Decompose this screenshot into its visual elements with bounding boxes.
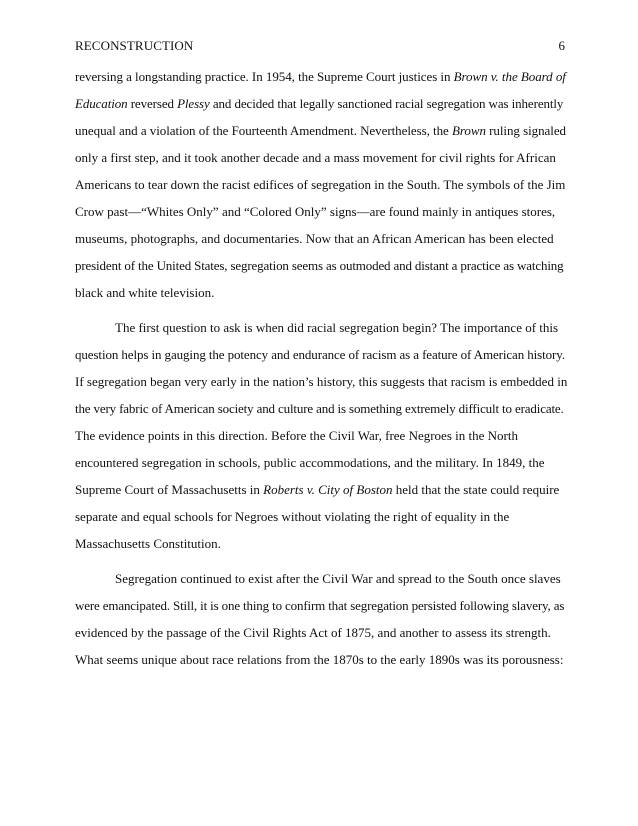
paragraph-gap bbox=[75, 557, 567, 565]
text-run: and decided that legally sanctioned racial segregation was inherently bbox=[209, 96, 564, 111]
text-run: evidenced by the passage of the Civil Rights Act of 1875, and another to assess its strength. bbox=[75, 625, 551, 640]
text-line bbox=[75, 171, 567, 198]
paragraph bbox=[75, 63, 567, 306]
text-line bbox=[75, 368, 567, 395]
text-run: reversed bbox=[127, 96, 178, 111]
text-run: held that the state could require bbox=[392, 482, 560, 497]
italic-text: Education bbox=[75, 96, 128, 111]
paragraph-gap bbox=[75, 306, 567, 314]
italic-text: Roberts v. City of Boston bbox=[263, 482, 393, 497]
text-run: president of the United States, segregation seems as outmoded and distant a practice as watching bbox=[75, 258, 564, 273]
text-run: Americans to tear down the racist edifices of segregation in the South. The symbols of the Jim bbox=[75, 177, 566, 192]
text-run: museums, photographs, and documentaries. Now that an African American has been elected bbox=[75, 231, 554, 246]
text-line bbox=[75, 225, 567, 252]
document-body bbox=[75, 63, 567, 673]
text-line bbox=[75, 117, 567, 144]
italic-text: Brown v. the Board of bbox=[453, 69, 566, 84]
text-line bbox=[75, 314, 567, 341]
italic-text: Brown bbox=[451, 123, 486, 138]
text-line bbox=[75, 449, 567, 476]
text-run: Segregation continued to exist after the Civil War and spread to the South once slaves bbox=[115, 571, 561, 586]
text-line bbox=[75, 198, 567, 225]
text-run: If segregation began very early in the nation’s history, this suggests that racism is embedded in bbox=[75, 374, 568, 389]
text-run: Supreme Court of Massachusetts in bbox=[75, 482, 264, 497]
text-run: black and white television. bbox=[75, 285, 215, 300]
text-run: ruling signaled bbox=[485, 123, 566, 138]
text-line bbox=[75, 279, 567, 306]
page-header bbox=[75, 36, 565, 56]
text-line bbox=[75, 341, 567, 368]
paragraph bbox=[75, 314, 567, 557]
text-line bbox=[75, 90, 567, 117]
text-run: What seems unique about race relations from the 1870s to the early 1890s was its porousness: bbox=[75, 652, 564, 667]
text-run: reversing a longstanding practice. In 1954, the Supreme Court justices in bbox=[75, 69, 454, 84]
italic-text: Plessy bbox=[177, 96, 210, 111]
text-line bbox=[75, 646, 567, 673]
text-run: were emancipated. Still, it is one thing to confirm that segregation persisted following slavery, as bbox=[75, 598, 565, 613]
text-run: the very fabric of American society and culture and is something extremely difficult to eradicate. bbox=[75, 401, 564, 416]
running-head: RECONSTRUCTION bbox=[75, 38, 194, 53]
text-run: The first question to ask is when did racial segregation begin? The importance of this bbox=[115, 320, 559, 335]
text-run: encountered segregation in schools, public accommodations, and the military. In 1849, the bbox=[75, 455, 545, 470]
text-line bbox=[75, 144, 567, 171]
text-line bbox=[75, 63, 567, 90]
paragraph bbox=[75, 565, 567, 673]
text-line bbox=[75, 503, 567, 530]
text-run: unequal and a violation of the Fourteenth Amendment. Nevertheless, the bbox=[75, 123, 452, 138]
text-line bbox=[75, 592, 567, 619]
text-line bbox=[75, 252, 567, 279]
text-line bbox=[75, 565, 567, 592]
text-run: question helps in gauging the potency and endurance of racism as a feature of American history. bbox=[75, 347, 565, 362]
text-run: Crow past—“Whites Only” and “Colored Only” signs—are found mainly in antiques stores, bbox=[75, 204, 556, 219]
text-line bbox=[75, 422, 567, 449]
text-line bbox=[75, 476, 567, 503]
text-line bbox=[75, 530, 567, 557]
text-line bbox=[75, 395, 567, 422]
page-number: 6 bbox=[558, 38, 565, 53]
text-run: separate and equal schools for Negroes without violating the right of equality in the bbox=[75, 509, 510, 524]
text-line bbox=[75, 619, 567, 646]
text-run: only a first step, and it took another decade and a mass movement for civil rights for African bbox=[75, 150, 556, 165]
text-run: The evidence points in this direction. Before the Civil War, free Negroes in the North bbox=[75, 428, 518, 443]
text-run: Massachusetts Constitution. bbox=[75, 536, 221, 551]
